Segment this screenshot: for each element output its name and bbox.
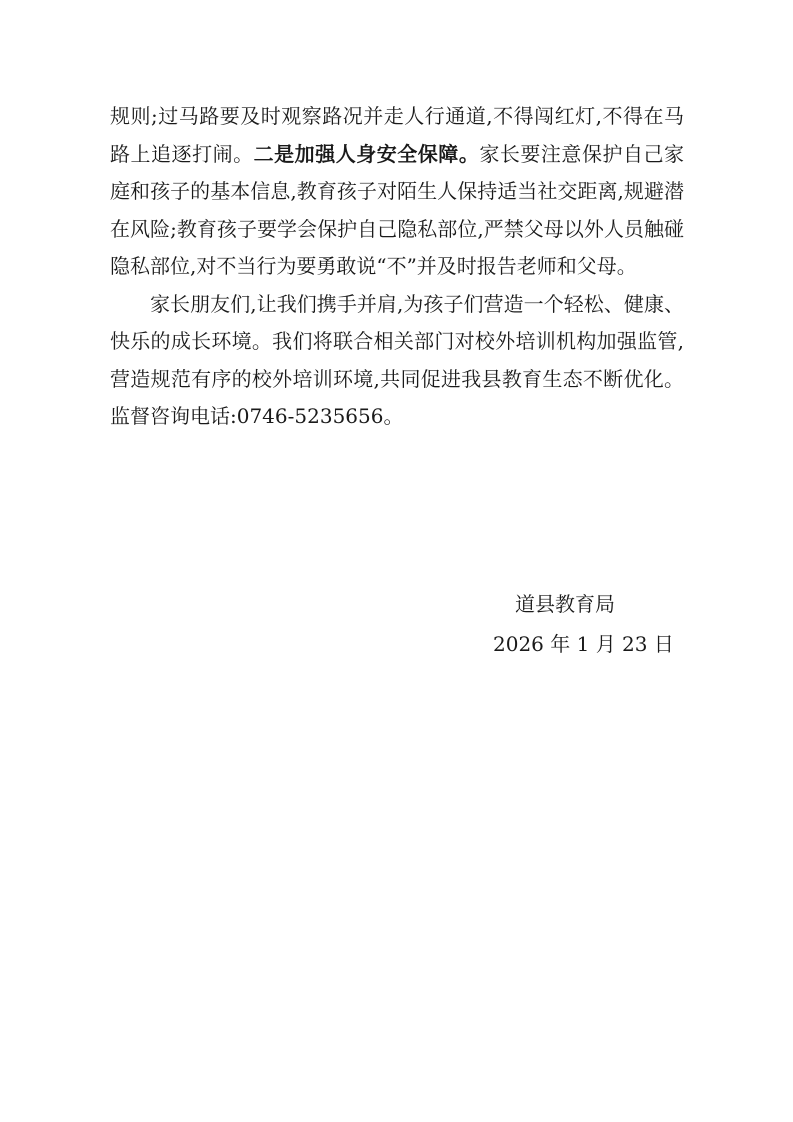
document-body	[110, 98, 684, 436]
signature-date: 2026 年 1 月 23 日	[493, 632, 674, 656]
bold-heading: 二是加强人身安全保障。	[253, 141, 480, 166]
paragraph-closing: 家长朋友们,让我们携手并肩,为孩子们营造一个轻松、健康、快乐的成长环境。我们将联合相关部门对校外培训机构加强监管,营造规范有序的校外培训环境,共同促进我县教育生态不断优化。监督咨询电话:0746-5235656。	[110, 291, 684, 428]
paragraph-text: 家长要注意保护自己家庭和孩子的基本信息,教育孩子对陌生人保持适当社交距离,规避潜在风险;教育孩子要学会保护自己隐私部位,严禁父母以外人员触碰隐私部位,对不当行为要勇敢说“不”并及时报告老师和父母。	[110, 141, 685, 278]
paragraph-safety-rules	[110, 98, 684, 286]
signature-organization: 道县教育局	[515, 592, 615, 616]
paragraph-text: 规则;过马路要及时观察路况并走人行通道,不得闯红灯,不得在马路上追逐打闹。	[110, 104, 684, 166]
